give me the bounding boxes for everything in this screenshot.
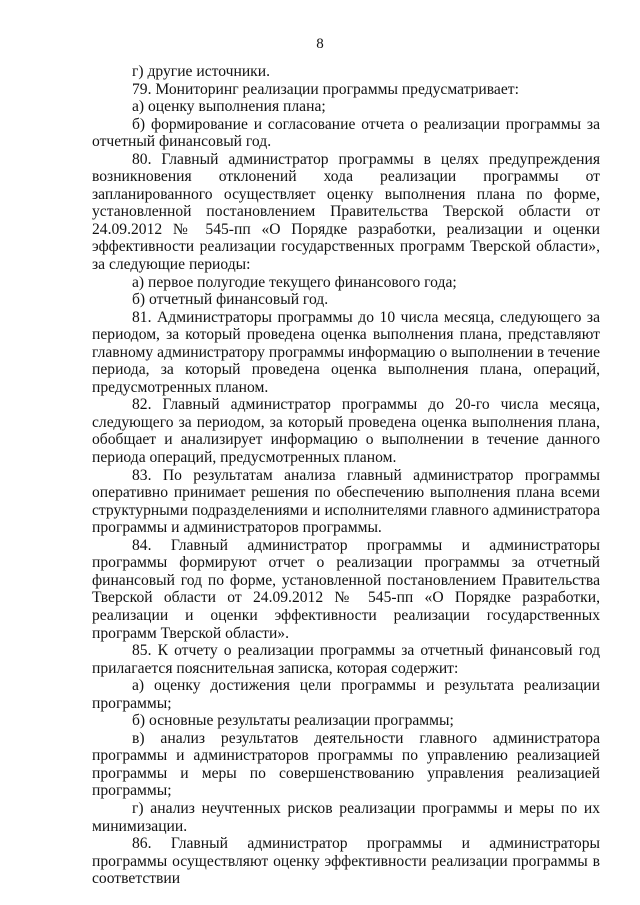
paragraph-79-a: а) оценку выполнения плана;	[132, 98, 326, 116]
paragraph-85-b: б) основные результаты реализации программы;	[132, 712, 454, 730]
paragraph-86: 86. Главный администратор программы и администраторы программы осуществляют оценку эффективности реализации программы в соответствии	[92, 835, 600, 888]
paragraph-85-d: г) анализ неучтенных рисков реализации программы и меры по их минимизации.	[92, 799, 600, 835]
paragraph-80: 80. Главный администратор программы в целях предупреждения возникновения отклонений хода реализации программы от запланированного осуществляет оценку выполнения плана по форме, установленной постановлением Правительства Тверской области от 24.09.2012 № 545-пп «О Порядке разработки, реализации и оценки эффективности реализации государственных программ Тверской области», за следующие периоды:	[92, 150, 600, 274]
paragraph-80-b: б) отчетный финансовый год.	[132, 291, 329, 309]
paragraph-85-c: в) анализ результатов деятельности главного администратора программы и администраторов программы по управлению реализацией программы и меры по совершенствованию управления реализацией программы;	[92, 729, 600, 800]
paragraph-79-b: б) формирование и согласование отчета о реализации программы за отчетный финансовый год.	[92, 115, 600, 151]
paragraph-81: 81. Администраторы программы до 10 числа месяца, следующего за периодом, за который проведена оценка выполнения плана, представляют главному администратору программы информацию о выполнении в течение периода, за который проведена оценка выполнения плана, операций, предусмотренных планом.	[92, 308, 600, 396]
page-number: 8	[316, 36, 324, 52]
document-body	[92, 63, 600, 888]
paragraph-85-a: а) оценку достижения цели программы и результата реализации программы;	[92, 677, 600, 712]
paragraph-85: 85. К отчету о реализации программы за отчетный финансовый год прилагается пояснительная записка, которая содержит:	[92, 642, 600, 677]
paragraph-84: 84. Главный администратор программы и администраторы программы формируют отчет о реализации программы за отчетный финансовый год по форме, установленной постановлением Правительства Тверской области от 24.09.2012 № 545-пп «О Порядке разработки, реализации и оценки эффективности реализации государственных программ Тверской области».	[92, 536, 600, 642]
paragraph-80-a: а) первое полугодие текущего финансового года;	[132, 273, 457, 291]
paragraph-82: 82. Главный администратор программы до 20-го числа месяца, следующего за периодом, за который проведена оценка выполнения плана, обобщает и анализирует информацию о выполнении в течение данного периода операций, предусмотренных планом.	[92, 396, 600, 467]
paragraph-79: 79. Мониторинг реализации программы предусматривает:	[132, 80, 519, 98]
paragraph-83: 83. По результатам анализа главный администратор программы оперативно принимает решения по обеспечению выполнения плана всеми структурными подразделениями и исполнителями главного администратора программы и администраторов программы.	[92, 466, 600, 537]
paragraph-other-sources: г) другие источники.	[132, 63, 270, 80]
